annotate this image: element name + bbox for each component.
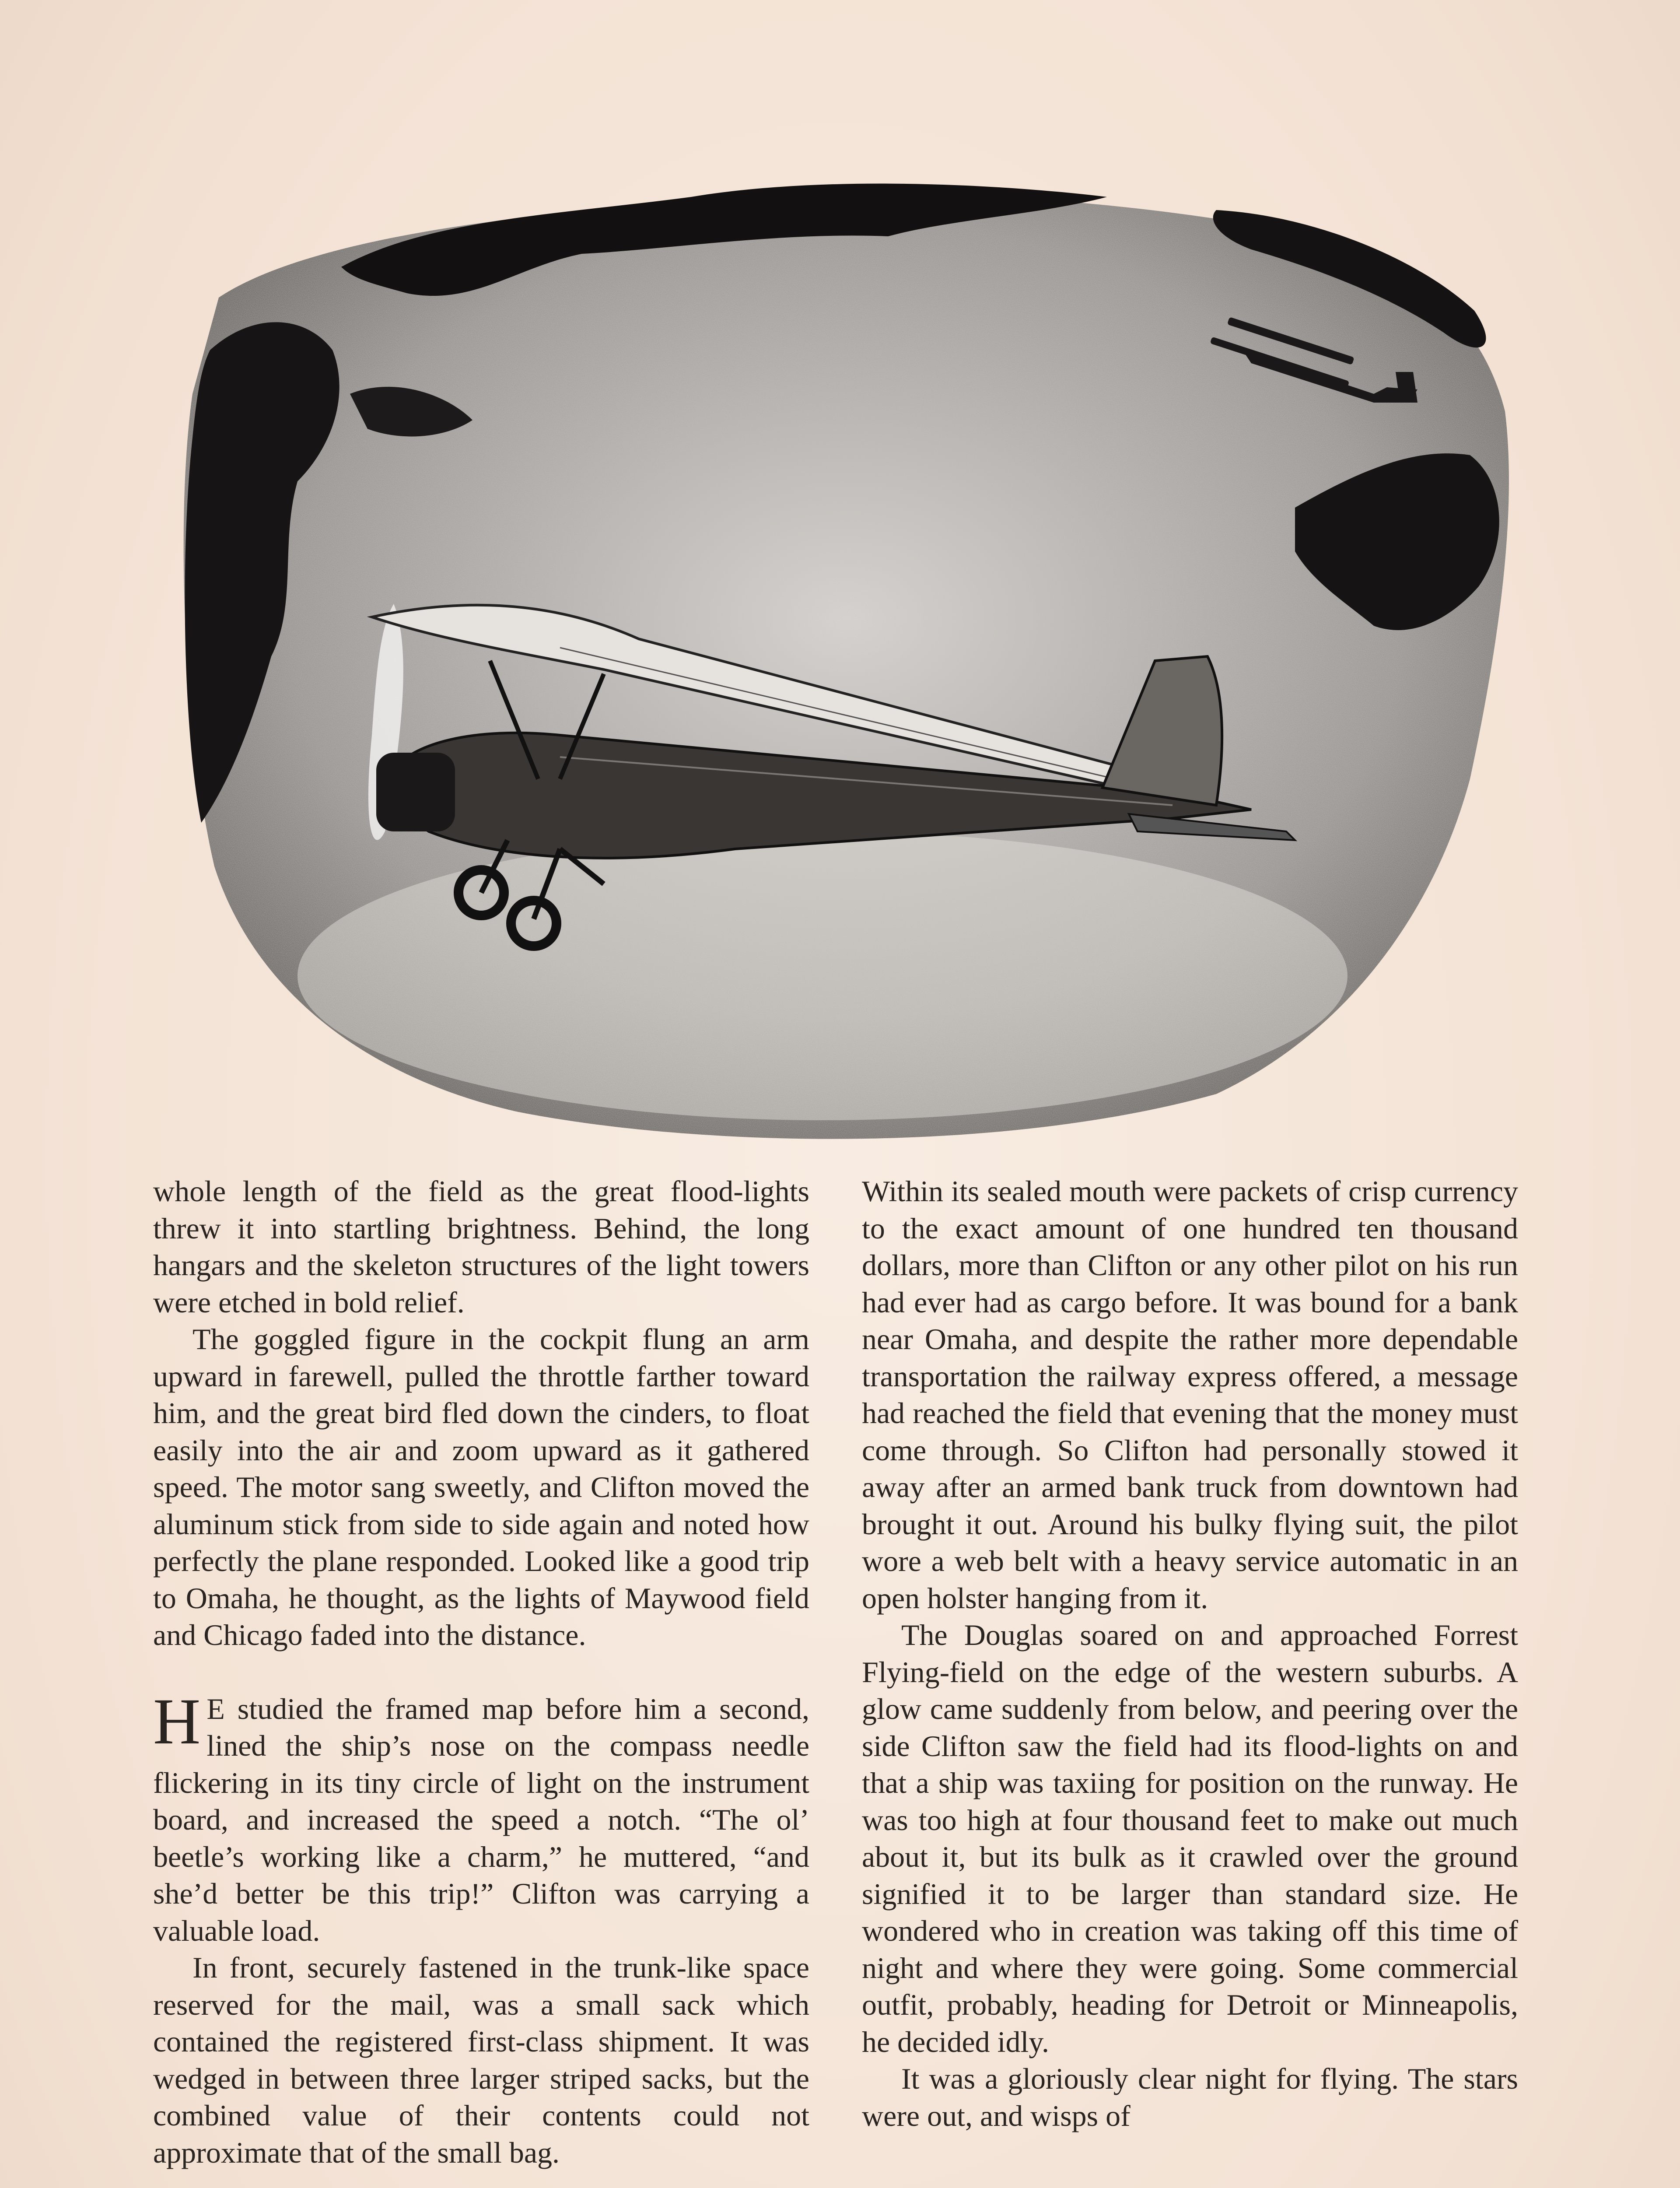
article-column-left — [153, 1173, 809, 2171]
paragraph: whole length of the field as the great flood-lights threw it into startling brightness. Behind, the long hangars and the skeleton structures of the light towers were etched in bold relief. — [153, 1175, 809, 1319]
paragraph-dropcap — [153, 1685, 809, 1950]
article-column-right — [862, 1173, 1518, 2134]
paragraph: The Douglas soared on and approached Forrest Flying-field on the edge of the western suburbs. A glow came suddenly from below, and peering over the side Clifton saw the field had its flood-lights on and that a ship was taxiing for position on the runway. He was too high at four thousand feet to make out much about it, but its bulk as it crawled over the ground signified it to be larger than standard size. He wondered who in creation was taking off this time of night and where they were going. Some commercial outfit, probably, heading for Detroit or Minneapolis, he decided idly. — [862, 1618, 1518, 2058]
paragraph: Within its sealed mouth were packets of crisp currency to the exact amount of one hundred ten thousand dollars, more than Clifton or any other pilot on his run had ever had as cargo before. It was bound for a bank near Omaha, and despite the rather more dependable transportation the railway express offered, a message had reached the field that evening that the money must come through. So Clifton had personally stowed it away after an armed bank truck from downtown had brought it out. Around his bulky flying suit, the pilot wore a web belt with a heavy service automatic in an open holster hanging from it. — [862, 1175, 1518, 1615]
paragraph: In front, securely fastened in the trunk-like space reserved for the mail, was a small sack which contained the registered first-class shipment. It was wedged in between three larger striped sacks, but the combined value of their contents could not approximate that of the small bag. — [153, 1951, 809, 2169]
paragraph-text: E studied the framed map before him a second, lined the ship’s nose on the compass needle flickering in its tiny circle of light on the instrument board, and increased the speed a notch. “The ol’ beetle’s working like a charm,” he muttered, “and she’d better be this trip!” Clifton was carrying a valuable load. — [153, 1692, 809, 1947]
dropcap-letter: H — [153, 1685, 201, 1758]
airplane-illustration — [166, 166, 1518, 1147]
paragraph: The goggled figure in the cockpit flung an arm upward in farewell, pulled the throttle farther toward him, and the great bird fled down the cinders, to float easily into the air and zoom upward as it gathered speed. The motor sang sweetly, and Clifton moved the aluminum stick from side to side again and noted how perfectly the plane responded. Looked like a good trip to Omaha, he thought, as the lights of Maywood field and Chicago faded into the distance. — [153, 1322, 809, 1652]
paragraph: It was a gloriously clear night for flying. The stars were out, and wisps of — [862, 2062, 1518, 2132]
